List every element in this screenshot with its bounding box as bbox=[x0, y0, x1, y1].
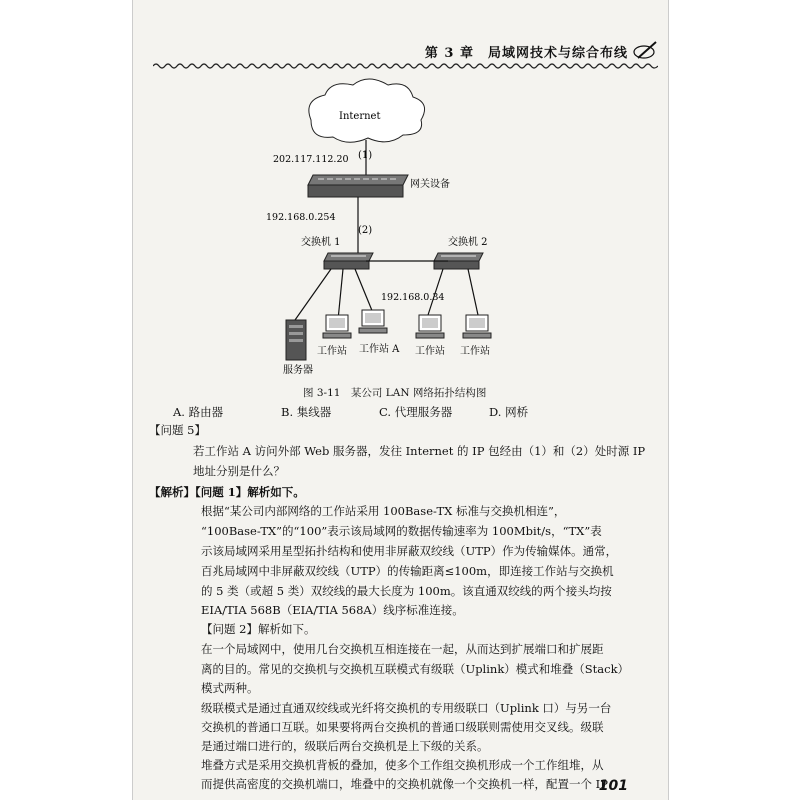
ip-gateway-outer: 202.117.112.20 bbox=[273, 154, 349, 165]
p2-line3: 模式两种。 bbox=[201, 681, 259, 695]
question5-line2: 地址分别是什么？ bbox=[193, 464, 285, 478]
marker-1: (1) bbox=[358, 150, 373, 161]
option-d: D. 网桥 bbox=[489, 405, 529, 419]
p1-line5: 的 5 类（或超 5 类）双绞线的最大长度为 100m。该直通双绞线的两个接头均按 bbox=[201, 584, 612, 598]
option-b: B. 集线器 bbox=[281, 405, 332, 419]
page-number: 101 bbox=[598, 778, 628, 794]
analysis-heading: 【解析】【问题 1】解析如下。 bbox=[149, 485, 305, 499]
server-label: 服务器 bbox=[283, 365, 313, 376]
gateway-label: 网关设备 bbox=[410, 179, 450, 190]
switch1-icon bbox=[324, 253, 373, 269]
workstation-label-3: 工作站 bbox=[460, 346, 490, 357]
question2-title: 【问题 2】解析如下。 bbox=[201, 622, 316, 636]
header-divider bbox=[153, 62, 658, 70]
p3-line1: 级联模式是通过直通双绞线或光纤将交换机的专用级联口（Uplink 口）与另一台 bbox=[201, 701, 612, 715]
network-topology-diagram bbox=[133, 75, 668, 405]
p1-line2: “100Base-TX”的“100”表示该局域网的数据传输速率为 100Mbit/s，“TX”表 bbox=[201, 524, 602, 538]
workstation-label-2: 工作站 bbox=[415, 346, 445, 357]
ip-workstation-a: 192.168.0.34 bbox=[381, 292, 445, 303]
server-icon bbox=[286, 320, 306, 360]
chapter-title: 第 3 章 局域网技术与综合布线 bbox=[424, 46, 628, 61]
workstation-icon bbox=[323, 315, 351, 338]
pen-icon bbox=[632, 40, 658, 60]
p4-line1: 堆叠方式是采用交换机背板的叠加，使多个工作组交换机形成一个工作组堆，从 bbox=[201, 758, 604, 772]
gateway-device-icon bbox=[308, 175, 408, 197]
p2-line1: 在一个局域网中，使用几台交换机互相连接在一起，从而达到扩展端口和扩展距 bbox=[201, 642, 604, 656]
p1-line1: 根据“某公司内部网络的工作站采用 100Base-TX 标准与交换机相连”， bbox=[201, 504, 566, 518]
book-page bbox=[132, 0, 669, 800]
workstation-a-label: 工作站 A bbox=[359, 344, 400, 355]
p4-line2: 而提供高密度的交换机端口，堆叠中的交换机就像一个交换机一样，配置一个 IP bbox=[201, 777, 608, 791]
option-a: A. 路由器 bbox=[173, 405, 224, 419]
p1-line4: 百兆局域网中非屏蔽双绞线（UTP）的传输距离≤100m，即连接工作站与交换机 bbox=[201, 564, 614, 578]
workstation-icon-4 bbox=[463, 315, 491, 338]
running-header bbox=[133, 40, 668, 62]
question5-title: 【问题 5】 bbox=[149, 423, 206, 437]
p3-line3: 是通过端口进行的，级联后两台交换机是上下级的关系。 bbox=[201, 739, 489, 753]
workstation-icon-3 bbox=[416, 315, 444, 338]
p2-line2: 离的目的。常见的交换机与交换机互联模式有级联（Uplink）模式和堆叠（Stack） bbox=[201, 662, 630, 676]
p1-line6: EIA/TIA 568B（EIA/TIA 568A）线序标准连接。 bbox=[201, 603, 464, 617]
switch2-label: 交换机 2 bbox=[448, 237, 488, 248]
p1-line3: 示该局域网采用星型拓扑结构和使用非屏蔽双绞线（UTP）作为传输媒体。通常， bbox=[201, 544, 618, 558]
p3-line2: 交换机的普通口互联。如果要将两台交换机的普通口级联则需使用交叉线。级联 bbox=[201, 720, 604, 734]
option-c: C. 代理服务器 bbox=[379, 405, 453, 419]
question5-line1: 若工作站 A 访问外部 Web 服务器，发往 Internet 的 IP 包经由（1）和（2）处时源 IP bbox=[193, 444, 646, 458]
marker-2: (2) bbox=[358, 225, 373, 236]
answer-options bbox=[173, 404, 643, 420]
workstation-label: 工作站 bbox=[317, 346, 347, 357]
workstation-a-icon bbox=[359, 310, 387, 333]
switch1-label: 交换机 1 bbox=[301, 237, 341, 248]
internet-label: Internet bbox=[339, 111, 381, 122]
figure-caption: 图 3-11 某公司 LAN 网络拓扑结构图 bbox=[303, 387, 487, 399]
ip-gateway-inner: 192.168.0.254 bbox=[266, 212, 336, 223]
